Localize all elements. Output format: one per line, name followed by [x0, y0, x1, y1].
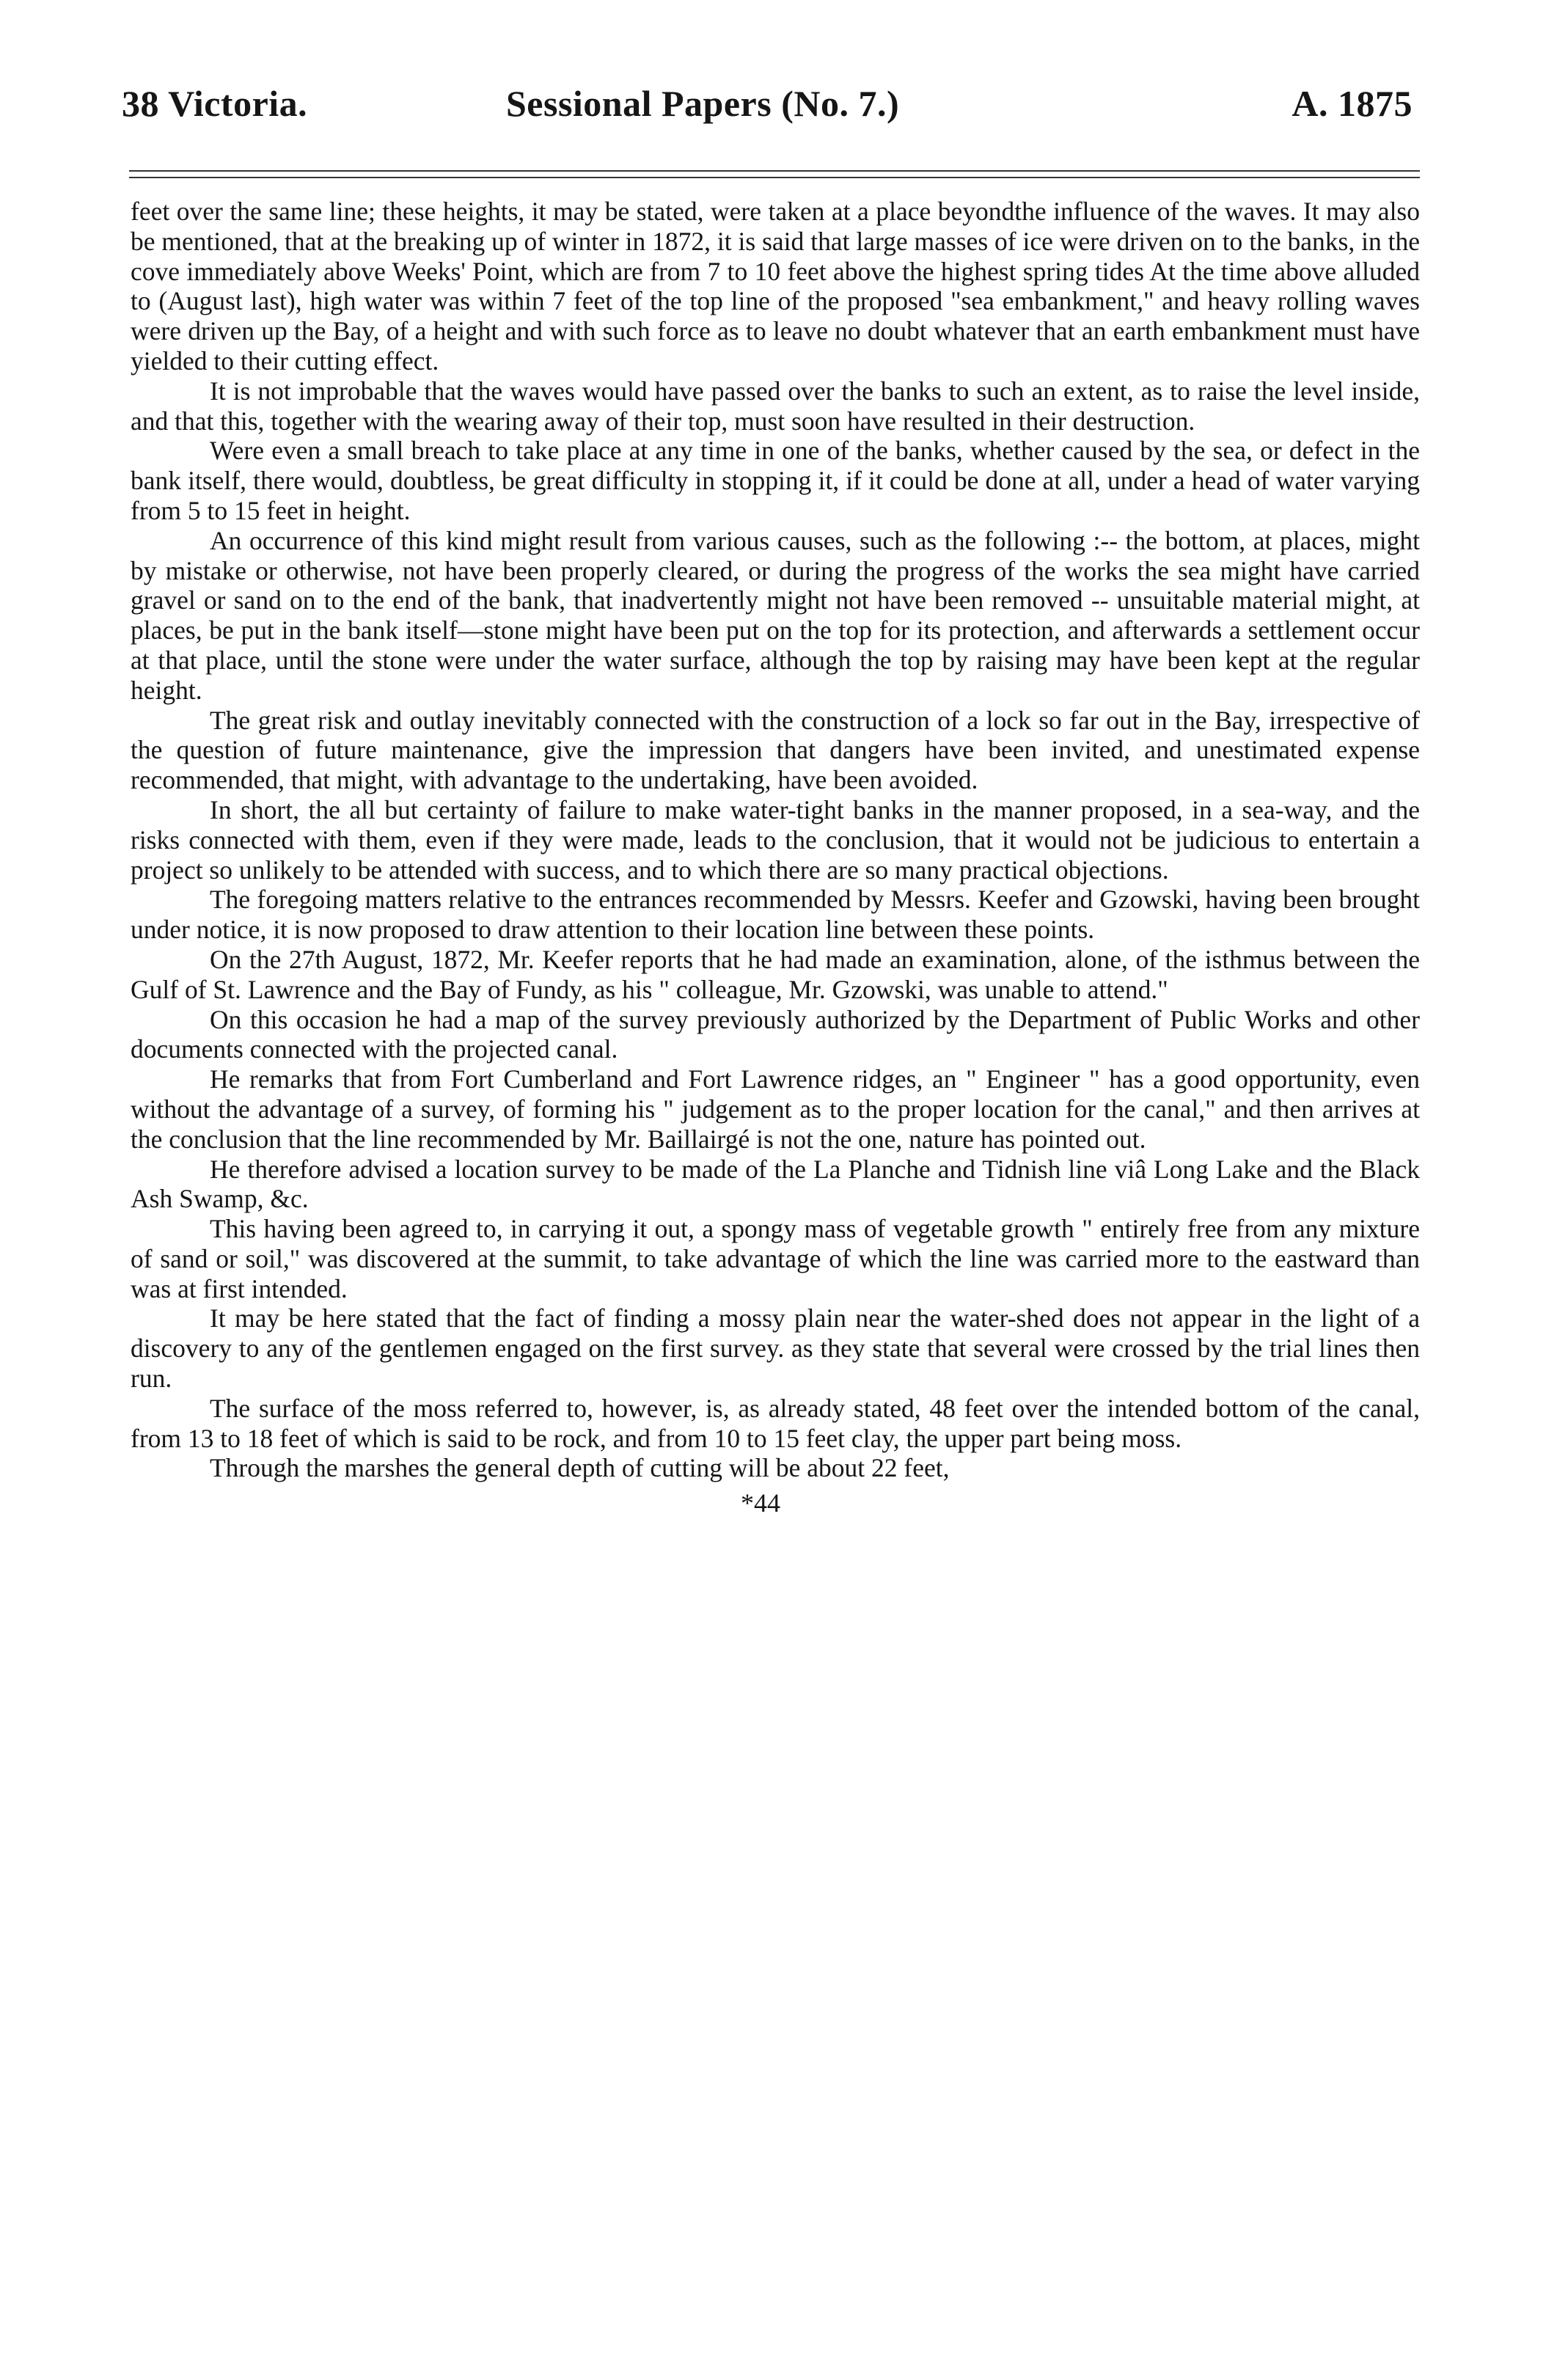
- paragraph: It may be here stated that the fact of finding a mossy plain near the water-shed does not appear in the light of a discovery to any of the gentlemen engaged on the first survey. as they state that several were crossed by the trial lines then run.: [131, 1303, 1420, 1394]
- header-year: A. 1875: [1292, 83, 1413, 124]
- header-regnal-year: 38 Victoria.: [122, 83, 308, 124]
- paragraph: On this occasion he had a map of the survey previously authorized by the Department of Public Works and other documents connected with the projected canal.: [131, 1004, 1420, 1064]
- paragraph: He remarks that from Fort Cumberland and Fort Lawrence ridges, an " Engineer " has a good opportunity, even without the advantage of a survey, of forming his " judgement as to the proper location for the canal," and then arrives at the conclusion that the line recommended by Mr. Baillairgé is not the one, nature has pointed out.: [131, 1064, 1420, 1154]
- paragraph: An occurrence of this kind might result from various causes, such as the following :-- the bottom, at places, might by mistake or otherwise, not have been properly cleared, or during the progress of the works the sea might have carried gravel or sand on to the end of the bank, that inadvertently might not have been removed -- unsuitable material might, at places, be put in the bank itself—stone might have been put on the top for its protection, and afterwards a settlement occur at that place, until the stone were under the water surface, although the top by raising may have been kept at the regular height.: [131, 525, 1420, 705]
- paragraph: The surface of the moss referred to, however, is, as already stated, 48 feet over the intended bottom of the canal, from 13 to 18 feet of which is said to be rock, and from 10 to 15 feet clay, the upper part being moss.: [131, 1393, 1420, 1453]
- header-publication-title: Sessional Papers (No. 7.): [506, 83, 900, 124]
- paragraph: Through the marshes the general depth of cutting will be about 22 feet,: [210, 1453, 950, 1483]
- paragraph: The foregoing matters relative to the entrances recommended by Messrs. Keefer and Gzowski, having been brought under notice, it is now proposed to draw attention to their location line between these points.: [131, 885, 1420, 945]
- paragraph: The great risk and outlay inevitably connected with the construction of a lock so far out in the Bay, irrespective of the question of future maintenance, give the impression that dangers have been invited, and unestimated expense recommended, that might, with advantage to the undertaking, have been avoided.: [131, 705, 1420, 795]
- paragraph: In short, the all but certainty of failure to make water-tight banks in the manner proposed, in a sea-way, and the risks connected with them, even if they were made, leads to the conclusion, that it would not be judicious to entertain a project so unlikely to be attended with success, and to which there are so many practical objections.: [131, 794, 1420, 885]
- paragraph: He therefore advised a location survey to be made of the La Planche and Tidnish line viâ Long Lake and the Black Ash Swamp, &c.: [131, 1154, 1420, 1214]
- paragraph: It is not improbable that the waves would have passed over the banks to such an extent, as to raise the level inside, and that this, together with the wearing away of their top, must soon have resulted in their destruction.: [131, 376, 1420, 436]
- paragraph: This having been agreed to, in carrying it out, a spongy mass of vegetable growth " entirely free from any mixture of sand or soil," was discovered at the summit, to take advantage of which the line was carried more to the eastward than was at first intended.: [131, 1214, 1420, 1303]
- paragraph: feet over the same line; these heights, it may be stated, were taken at a place beyondthe influence of the waves. It may also be mentioned, that at the breaking up of winter in 1872, it is said that large masses of ice were driven on to the banks, in the cove immediately above Weeks' Point, which are from 7 to 10 feet above the highest spring tides At the time above alluded to (August last), high water was within 7 feet of the top line of the proposed "sea embankment," and heavy rolling waves were driven up the Bay, of a height and with such force as to leave no doubt whatever that an earth embankment must have yielded to their cutting effect.: [131, 197, 1420, 376]
- page-folio: *44: [741, 1488, 780, 1518]
- paragraph: Were even a small breach to take place at any time in one of the banks, whether caused by the sea, or defect in the bank itself, there would, doubtless, be great difficulty in stopping it, if it could be done at all, under a head of water varying from 5 to 15 feet in height.: [131, 436, 1420, 525]
- body-text: [131, 197, 1420, 1483]
- header-rule-bottom: [129, 177, 1420, 178]
- header-rule-top: [129, 170, 1420, 172]
- running-header: [122, 82, 1413, 141]
- paragraph: On the 27th August, 1872, Mr. Keefer reports that he had made an examination, alone, of the isthmus between the Gulf of St. Lawrence and the Bay of Fundy, as his " colleague, Mr. Gzowski, was unable to attend.": [131, 944, 1420, 1004]
